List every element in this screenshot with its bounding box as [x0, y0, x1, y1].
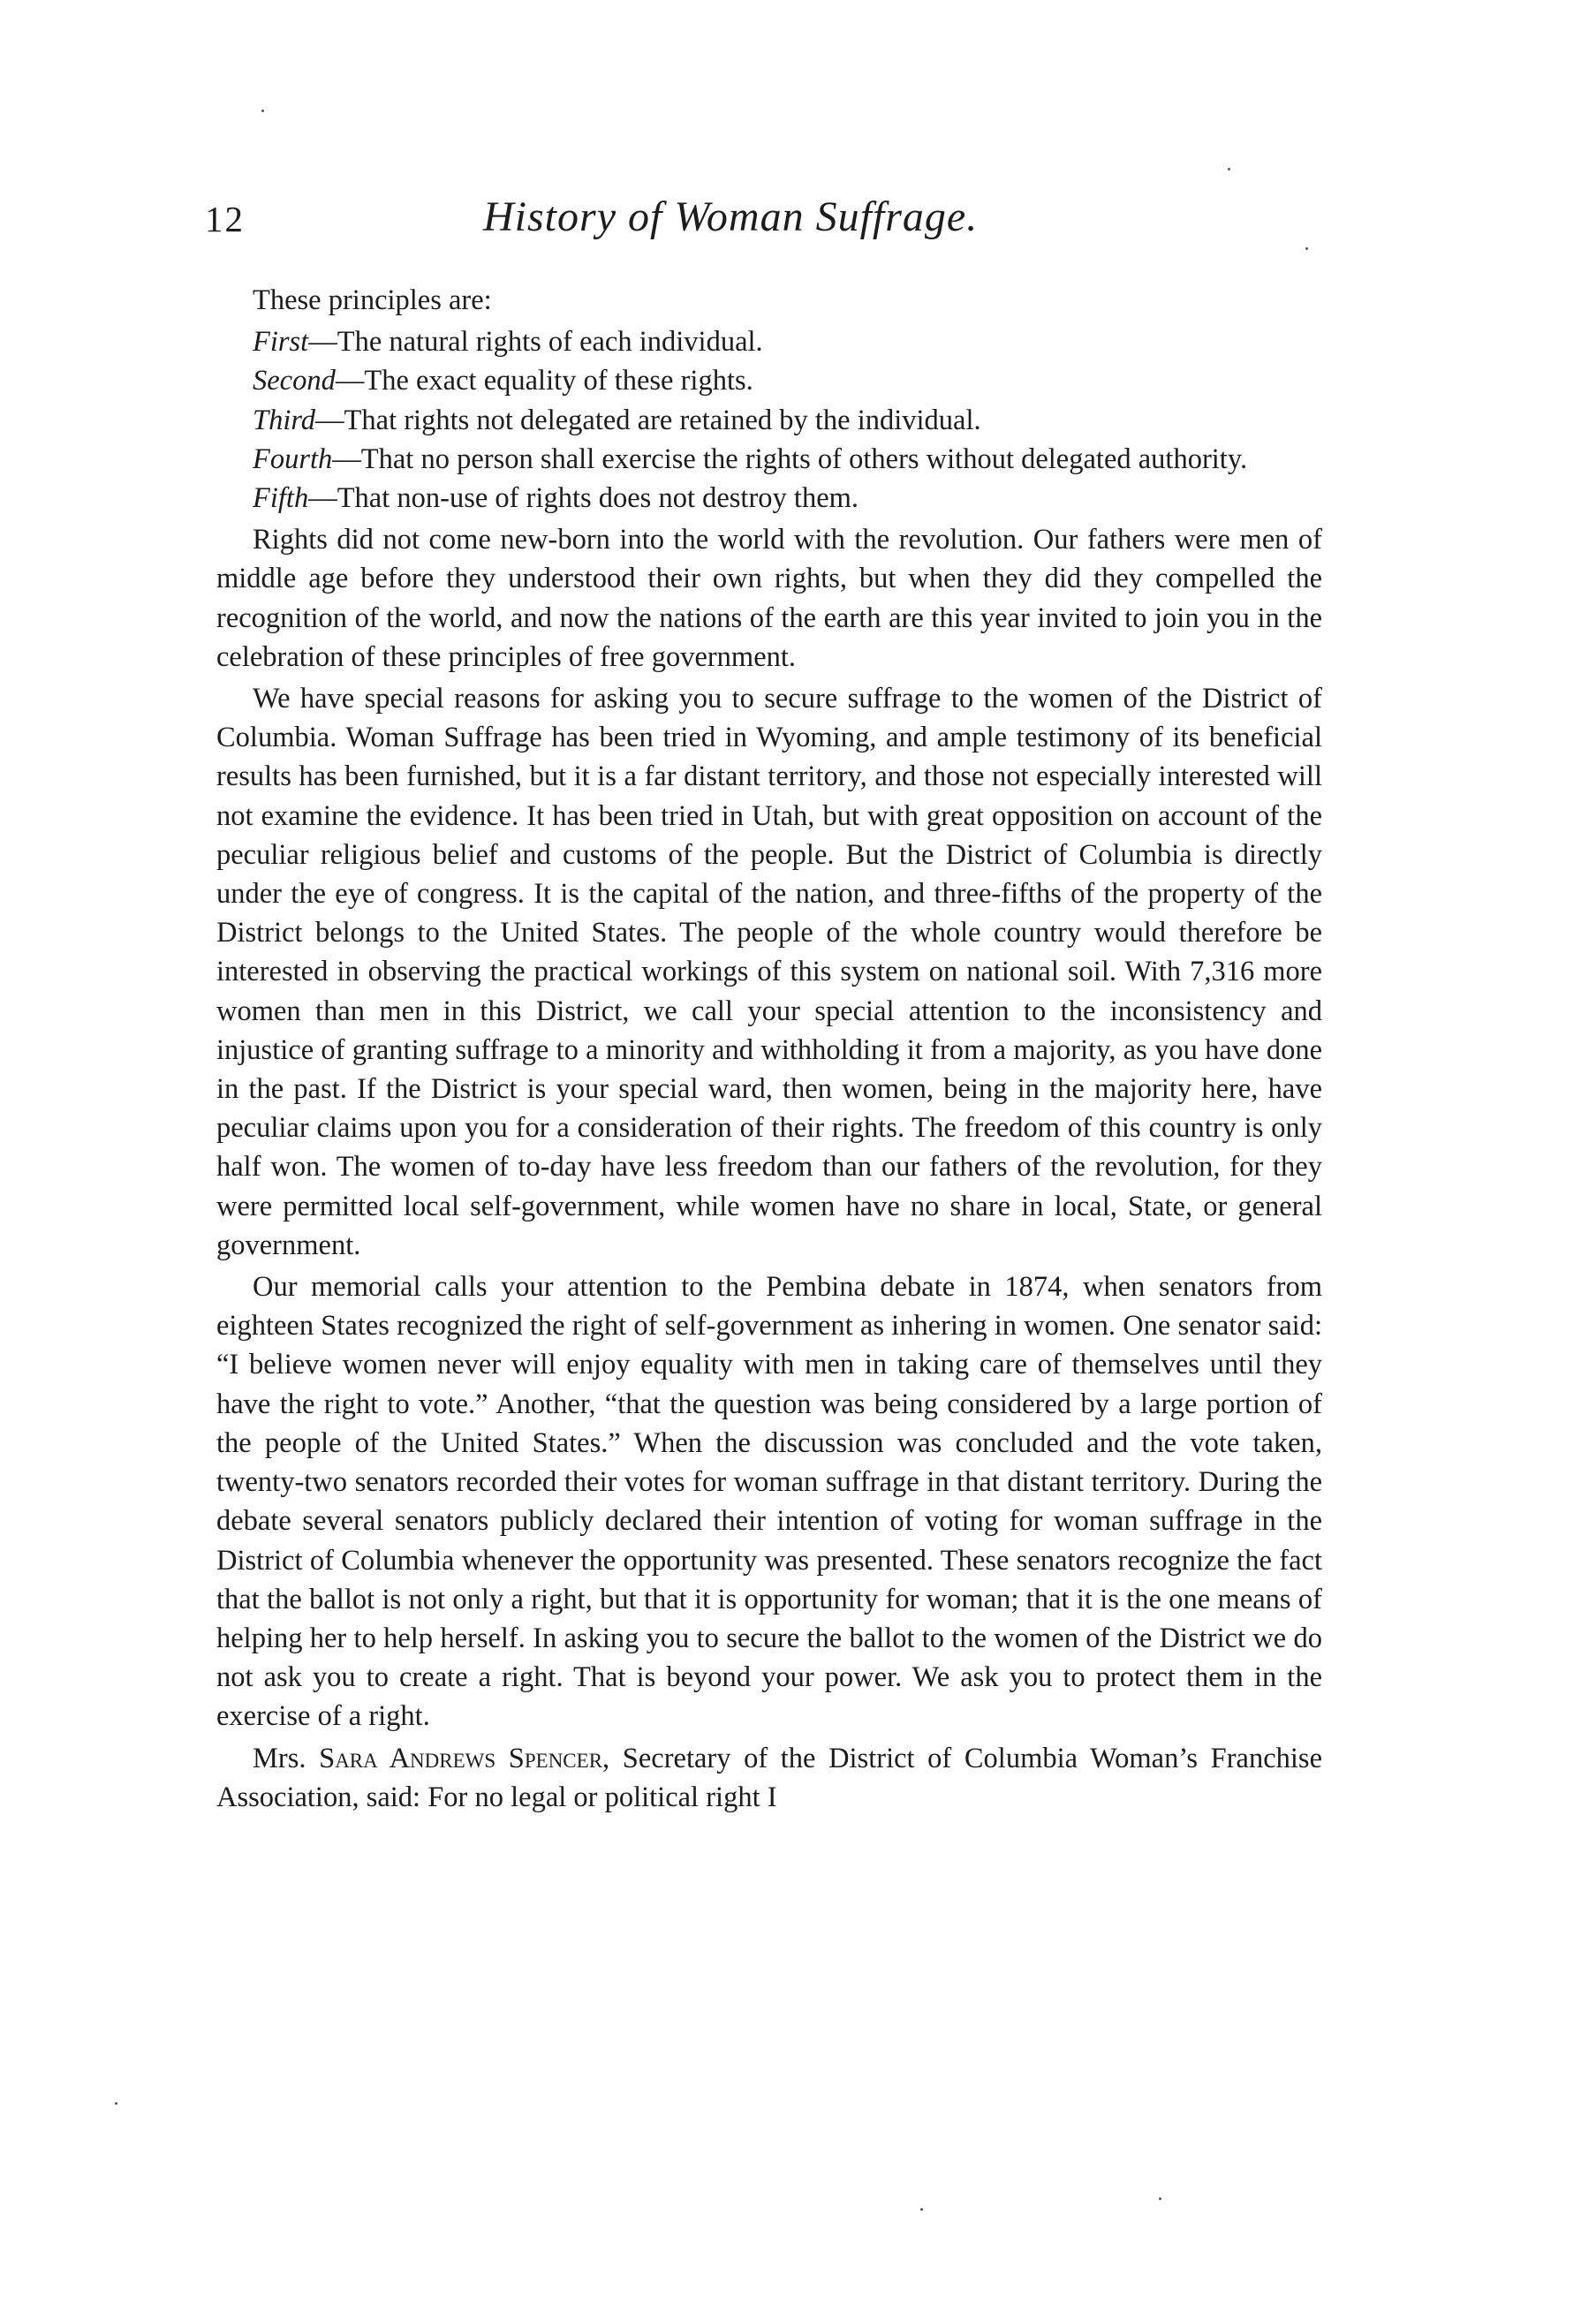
paragraph-spencer [216, 1739, 1322, 1817]
principle-label: First [253, 326, 309, 359]
principle-fifth [216, 479, 1322, 518]
speaker-name: Sara Andrews Spencer [319, 1742, 603, 1774]
principle-first [216, 322, 1322, 361]
speaker-prefix: Mrs. [253, 1742, 306, 1774]
principle-label: Second [253, 365, 336, 397]
principle-third [216, 401, 1322, 440]
principles-intro: These principles are: [253, 284, 492, 316]
principle-text: —That no person shall exercise the rights of others without delegated authority. [332, 442, 1248, 475]
page-body [216, 281, 1322, 1819]
scan-speck [261, 110, 264, 112]
principle-label: Fourth [253, 442, 333, 475]
principle-text: —That rights not delegated are retained by the individual. [315, 404, 981, 436]
scan-speck [1159, 2197, 1161, 2200]
paragraph-pembina: Our memorial calls your attention to the Pembina debate in 1874, when senators from eighteen States recognized the right of self-government as inhering in women. One senator said: “I believe women never will enjoy equality with men in taking care of themselves until they have the right to vote.” Another, “that the question was being considered by a large portion of the people of the United States.” When the discussion was concluded and the vote taken, twenty-two senators recorded their votes for woman suffrage in that distant territory. During the debate several senators publicly declared their intention of voting for woman suffrage in the District of Columbia whenever the opportunity was presented. These senators recognize the fact that the ballot is not only a right, but that it is opportunity for woman; that it is the one means of helping her to help herself. In asking you to secure the ballot to the women of the District we do not ask you to create a right. That is beyond your power. We ask you to protect them in the exercise of a right. [216, 1271, 1322, 1733]
principle-text: —That non-use of rights does not destroy them. [308, 482, 859, 515]
paragraph-rights: Rights did not come new-born into the world with the revolution. Our fathers were men of middle age before they understood their own rights, but when they did they compelled the recognition of the world, and now the nations of the earth are this year invited to join you in the celebration of these principles of free government. [216, 524, 1322, 673]
principle-text: —The exact equality of these rights. [335, 365, 753, 397]
scan-speck [115, 2102, 117, 2105]
principle-text: —The natural rights of each individual. [308, 326, 763, 359]
scan-speck [920, 2208, 923, 2211]
principle-label: Third [253, 404, 316, 436]
scan-speck [1228, 168, 1230, 170]
principle-second [216, 361, 1322, 400]
paragraph-district: We have special reasons for asking you to secure suffrage to the women of the District of Columbia. Woman Suffrage has been tried in Wyoming, and ample testimony of its beneficial results has been furnished, but it is a far distant territory, and those not especially interested will not examine the evidence. It has been tried in Utah, but with great opposition on account of the peculiar religious belief and customs of the people. But the District of Columbia is directly under the eye of congress. It is the capital of the nation, and three-fifths of the property of the District belongs to the United States. The people of the whole country would therefore be interested in observing the practical workings of this system on national soil. With 7,316 more women than men in this District, we call your special attention to the inconsistency and injustice of granting suffrage to a minority and withholding it from a majority, as you have done in the past. If the District is your special ward, then women, being in the majority here, have peculiar claims upon you for a consideration of their rights. The freedom of this country is only half won. The women of to-day have less freedom than our fathers of the revolution, for they were permitted local self-government, while women have no share in local, State, or general government. [216, 683, 1322, 1261]
principle-fourth [216, 440, 1322, 479]
scan-speck [1305, 247, 1308, 250]
page-number: 12 [205, 199, 245, 239]
speaker-text: , Secretary of the District of Columbia Woman’s Franchise Association, said: For no legal or political right I [216, 1742, 1322, 1813]
running-head [205, 193, 1327, 254]
principle-label: Fifth [253, 482, 309, 515]
running-title: History of Woman Suffrage. [483, 193, 979, 240]
